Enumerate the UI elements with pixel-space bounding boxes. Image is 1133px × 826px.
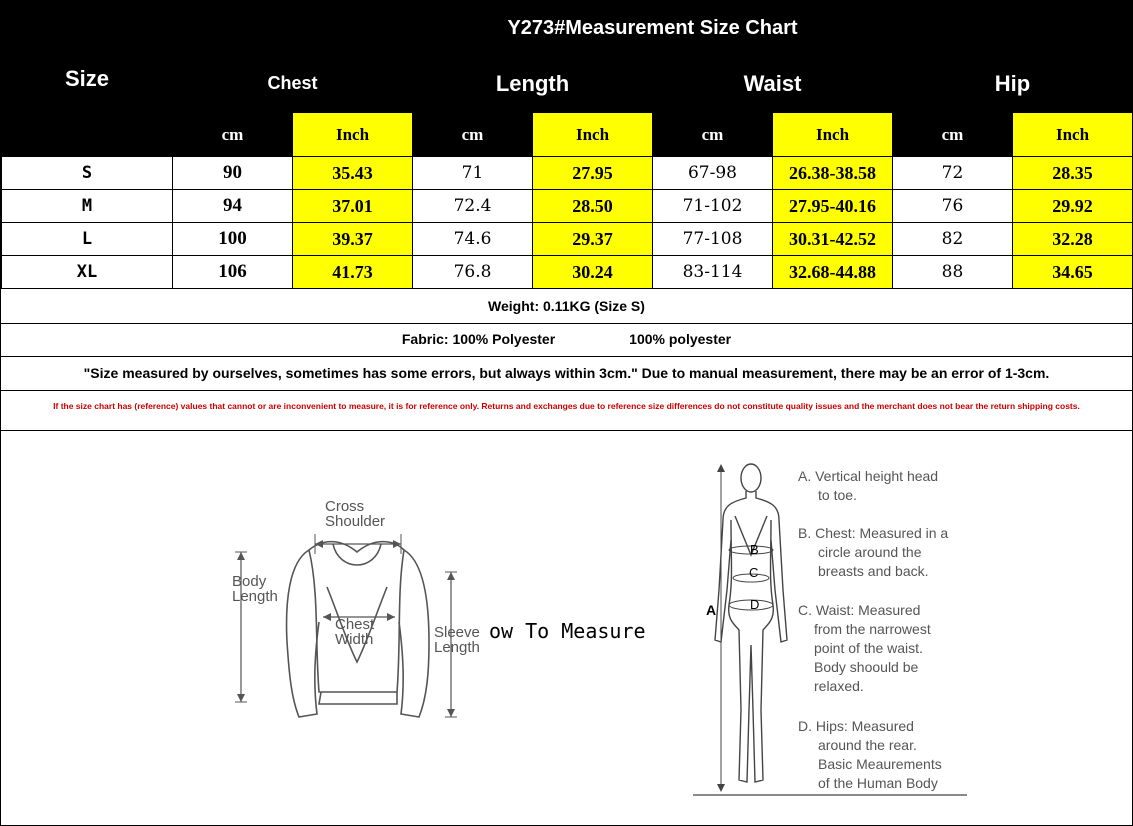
unit-inch: Inch: [293, 113, 413, 157]
waist-inch: 30.31-42.52: [773, 223, 893, 256]
length-inch: 28.50: [533, 190, 653, 223]
measurement-note: "Size measured by ourselves, sometimes has some errors, but always within 3cm." Due to manual measurement, there may be an error of 1-3cm.: [1, 356, 1132, 391]
how-to-measure-section: [1, 432, 1132, 825]
body-length-label: Body Length: [232, 573, 278, 605]
waist-cm: 77-108: [653, 223, 773, 256]
size-label: M: [2, 190, 173, 223]
hip-cm: 72: [893, 157, 1013, 190]
letter-d: D: [750, 597, 760, 612]
length-cm: 72.4: [413, 190, 533, 223]
note-c: C. Waist: Measured from the narrowest point of the waist. Body shoould be relaxed.: [798, 602, 931, 694]
chest-inch: 35.43: [293, 157, 413, 190]
hip-inch: 28.35: [1013, 157, 1133, 190]
hip-inch: 32.28: [1013, 223, 1133, 256]
hip-inch: 34.65: [1013, 256, 1133, 289]
fabric-info: [1, 323, 1132, 357]
unit-cm: cm: [413, 113, 533, 157]
unit-inch: Inch: [533, 113, 653, 157]
note-b: B. Chest: Measured in a circle around the breasts and back.: [798, 525, 949, 579]
weight-info: Weight: 0.11KG (Size S): [1, 290, 1132, 324]
sleeve-length-label: Sleeve Length: [434, 624, 480, 656]
waist-inch: 26.38-38.58: [773, 157, 893, 190]
chest-inch: 37.01: [293, 190, 413, 223]
chest-cm: 90: [173, 157, 293, 190]
chart-title: Y273#Measurement Size Chart: [173, 2, 1133, 55]
table-row: [2, 190, 1133, 223]
size-column-header: Size: [2, 2, 173, 157]
size-label: S: [2, 157, 173, 190]
chest-header: Chest: [173, 55, 413, 113]
chest-cm: 94: [173, 190, 293, 223]
unit-cm: cm: [893, 113, 1013, 157]
unit-inch: Inch: [773, 113, 893, 157]
size-label: XL: [2, 256, 173, 289]
letter-a: A: [706, 602, 717, 618]
chest-width-label: Chest Width: [335, 616, 375, 648]
unit-cm: cm: [653, 113, 773, 157]
chest-cm: 106: [173, 256, 293, 289]
hip-cm: 82: [893, 223, 1013, 256]
hip-cm: 76: [893, 190, 1013, 223]
length-inch: 27.95: [533, 157, 653, 190]
fabric-label-alt: 100% polyester: [629, 331, 732, 347]
size-label: L: [2, 223, 173, 256]
waist-cm: 67-98: [653, 157, 773, 190]
note-a: A. Vertical height head to toe.: [798, 468, 939, 503]
letter-b: B: [750, 542, 759, 557]
waist-cm: 83-114: [653, 256, 773, 289]
waist-cm: 71-102: [653, 190, 773, 223]
table-row: [2, 157, 1133, 190]
table-row: [2, 223, 1133, 256]
length-cm: 76.8: [413, 256, 533, 289]
return-disclaimer: If the size chart has (reference) values that cannot or are inconvenient to measure, it is for reference only. Returns and exchanges due to reference size differences do not constitute quality issues and the merchant does not bear the return shipping costs.: [1, 390, 1132, 431]
length-header: Length: [413, 55, 653, 113]
note-d: D. Hips: Measured around the rear. Basic Meaurements of the Human Body: [798, 718, 942, 791]
waist-inch: 27.95-40.16: [773, 190, 893, 223]
chest-inch: 39.37: [293, 223, 413, 256]
waist-header: Waist: [653, 55, 893, 113]
chest-cm: 100: [173, 223, 293, 256]
how-to-measure-title: ow To Measure: [489, 619, 646, 643]
unit-inch: Inch: [1013, 113, 1133, 157]
hip-header: Hip: [893, 55, 1133, 113]
length-inch: 30.24: [533, 256, 653, 289]
chest-inch: 41.73: [293, 256, 413, 289]
fabric-label: Fabric: 100% Polyester: [401, 331, 556, 347]
unit-cm: cm: [173, 113, 293, 157]
waist-inch: 32.68-44.88: [773, 256, 893, 289]
hip-inch: 29.92: [1013, 190, 1133, 223]
length-cm: 71: [413, 157, 533, 190]
size-table: [1, 1, 1133, 289]
hip-cm: 88: [893, 256, 1013, 289]
table-row: [2, 256, 1133, 289]
cross-shoulder-label: Cross Shoulder: [325, 498, 386, 530]
length-inch: 29.37: [533, 223, 653, 256]
length-cm: 74.6: [413, 223, 533, 256]
letter-c: C: [749, 565, 759, 580]
